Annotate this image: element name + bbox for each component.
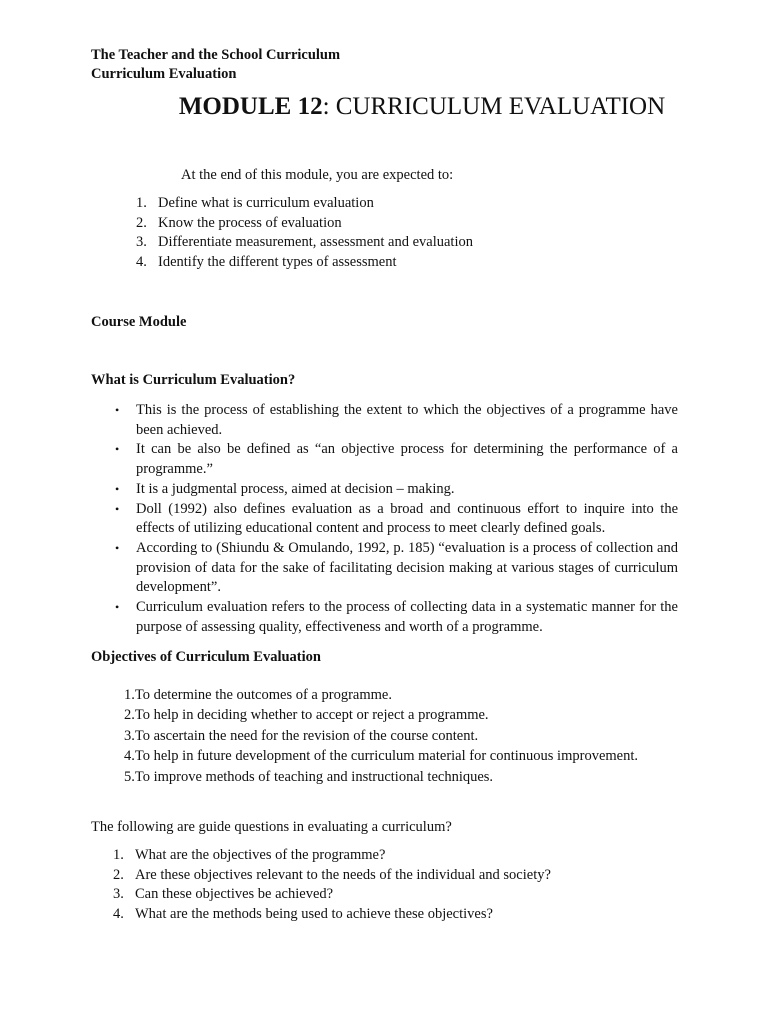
list-item: 4.To help in future development of the curriculum material for continuous improvement.	[124, 748, 638, 765]
running-header-course: The Teacher and the School Curriculum	[91, 47, 341, 63]
title-module-name: : CURRICULUM EVALUATION	[322, 93, 666, 120]
list-text: Identify the different types of assessment	[158, 253, 397, 270]
list-text: Are these objectives relevant to the needs of the individual and society?	[135, 866, 551, 883]
list-number: 4.	[113, 905, 124, 922]
list-number: 3.	[113, 886, 124, 902]
bullet-icon: •	[115, 481, 120, 496]
list-number: 1.	[113, 847, 124, 863]
list-item	[113, 500, 678, 539]
curriculum-objectives-list	[124, 685, 638, 787]
bullet-icon: •	[115, 501, 120, 516]
page-title	[0, 92, 768, 122]
bullet-icon: •	[115, 403, 120, 417]
list-item	[136, 233, 473, 253]
list-text: What are the objectives of the programme?	[135, 847, 386, 863]
list-item	[136, 214, 473, 234]
list-item: 3.To ascertain the need for the revision of the course content.	[124, 727, 479, 744]
list-text: It can be also be defined as “an objective process for determining the performance of a programme.”	[136, 441, 678, 478]
list-item	[113, 598, 678, 637]
definition-bullet-list	[113, 401, 678, 637]
list-text: Differentiate measurement, assessment and evaluation	[158, 234, 473, 250]
bullet-icon: •	[115, 442, 120, 457]
bullet-icon: •	[115, 540, 120, 555]
list-number: 2.	[136, 214, 147, 231]
list-item	[113, 905, 551, 925]
list-item	[113, 866, 551, 886]
running-header-topic: Curriculum Evaluation	[91, 66, 237, 82]
list-item	[113, 401, 678, 440]
guide-questions-intro: The following are guide questions in evaluating a curriculum?	[91, 819, 452, 835]
list-number: 4.	[136, 253, 147, 270]
bullet-icon: •	[115, 600, 120, 615]
list-item	[113, 846, 551, 866]
list-item: 5.To improve methods of teaching and instructional techniques.	[124, 768, 494, 785]
section-heading-what-is: What is Curriculum Evaluation?	[91, 372, 296, 388]
list-item: 1.To determine the outcomes of a programme.	[124, 687, 392, 703]
title-module-number: MODULE 12	[178, 93, 323, 120]
list-text: Curriculum evaluation refers to the process of collecting data in a systematic manner for the purpose of assessing quality, effectiveness and worth of a programme.	[136, 599, 678, 635]
intro-text: At the end of this module, you are expected to:	[181, 167, 454, 183]
list-text: It is a judgmental process, aimed at decision – making.	[136, 480, 455, 497]
list-text: This is the process of establishing the extent to which the objectives of a programme have been achieved.	[136, 402, 678, 438]
list-number: 3.	[136, 234, 147, 250]
list-text: Define what is curriculum evaluation	[158, 195, 374, 211]
list-item	[113, 480, 678, 500]
section-heading-course-module: Course Module	[91, 314, 187, 330]
learning-objectives-list	[136, 194, 473, 272]
list-text: Doll (1992) also defines evaluation as a broad and continuous effort to inquire into the effects of utilizing educational content and process to meet clearly defined goals.	[136, 500, 678, 537]
list-item	[136, 194, 473, 214]
list-number: 2.	[113, 866, 124, 883]
list-item	[136, 253, 473, 273]
list-text: What are the methods being used to achieve these objectives?	[135, 905, 493, 922]
list-number: 1.	[136, 195, 147, 211]
list-text: Can these objectives be achieved?	[135, 886, 334, 902]
list-item	[113, 885, 551, 905]
guide-questions-list	[113, 846, 551, 924]
list-item	[113, 539, 678, 598]
list-item: 2.To help in deciding whether to accept or reject a programme.	[124, 707, 489, 724]
list-item	[113, 440, 678, 479]
list-text: Know the process of evaluation	[158, 214, 342, 231]
list-text: According to (Shiundu & Omulando, 1992, p. 185) “evaluation is a process of collection and provision of data for the sake of facilitating decision making at various stages of curriculum development”.	[136, 539, 678, 596]
section-heading-objectives: Objectives of Curriculum Evaluation	[91, 649, 321, 665]
